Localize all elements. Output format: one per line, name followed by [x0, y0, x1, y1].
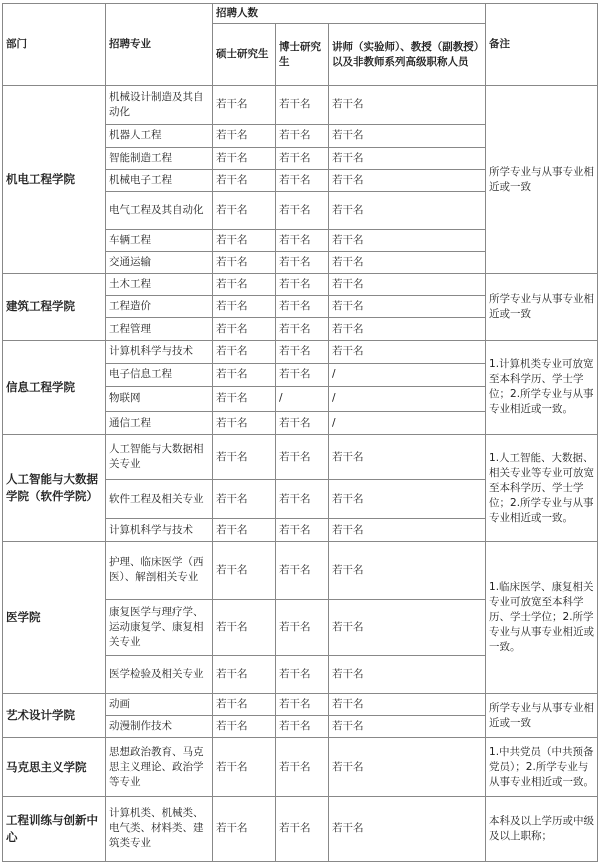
lecturer-count: 若干名 [329, 340, 486, 363]
dept-name: 马克思主义学院 [3, 738, 106, 796]
table-row [3, 274, 598, 296]
phd-count: 若干名 [276, 124, 329, 147]
table-row [3, 796, 598, 861]
major-name: 电气工程及其自动化 [106, 191, 213, 230]
table-row [3, 694, 598, 716]
major-name: 车辆工程 [106, 230, 213, 252]
phd-count: 若干名 [276, 694, 329, 716]
dept-name: 信息工程学院 [3, 340, 106, 435]
phd-count: 若干名 [276, 542, 329, 599]
master-count: 若干名 [213, 274, 276, 296]
dept-name: 医学院 [3, 542, 106, 694]
lecturer-count: 若干名 [329, 86, 486, 125]
phd-count: / [276, 386, 329, 411]
phd-count: 若干名 [276, 318, 329, 340]
table-body [3, 86, 598, 862]
dept-name: 人工智能与大数据学院（软件学院） [3, 435, 106, 542]
table-row [3, 542, 598, 599]
phd-count: 若干名 [276, 412, 329, 435]
master-count: 若干名 [213, 340, 276, 363]
master-count: 若干名 [213, 694, 276, 716]
master-count: 若干名 [213, 386, 276, 411]
master-count: 若干名 [213, 191, 276, 230]
dept-name: 机电工程学院 [3, 86, 106, 274]
master-count: 若干名 [213, 599, 276, 655]
major-name: 交通运输 [106, 252, 213, 274]
phd-count: 若干名 [276, 363, 329, 386]
lecturer-count: 若干名 [329, 738, 486, 796]
master-count: 若干名 [213, 296, 276, 318]
lecturer-count: 若干名 [329, 716, 486, 738]
major-name: 工程造价 [106, 296, 213, 318]
phd-count: 若干名 [276, 599, 329, 655]
major-name: 工程管理 [106, 318, 213, 340]
header-major: 招聘专业 [106, 4, 213, 86]
lecturer-count: 若干名 [329, 191, 486, 230]
lecturer-count: 若干名 [329, 296, 486, 318]
master-count: 若干名 [213, 252, 276, 274]
master-count: 若干名 [213, 412, 276, 435]
dept-remark: 1.中共党员（中共预备党员）；2.所学专业与从事专业相近或一致。 [486, 738, 598, 796]
lecturer-count: 若干名 [329, 124, 486, 147]
master-count: 若干名 [213, 86, 276, 125]
major-name: 计算机科学与技术 [106, 519, 213, 542]
major-name: 动漫制作技术 [106, 716, 213, 738]
phd-count: 若干名 [276, 169, 329, 191]
phd-count: 若干名 [276, 296, 329, 318]
major-name: 思想政治教育、马克思主义理论、政治学等专业 [106, 738, 213, 796]
master-count: 若干名 [213, 435, 276, 480]
major-name: 人工智能与大数据相关专业 [106, 435, 213, 480]
major-name: 土木工程 [106, 274, 213, 296]
major-name: 机械设计制造及其自动化 [106, 86, 213, 125]
phd-count: 若干名 [276, 480, 329, 519]
lecturer-count: 若干名 [329, 147, 486, 169]
major-name: 康复医学与理疗学、运动康复学、康复相关专业 [106, 599, 213, 655]
lecturer-count: 若干名 [329, 480, 486, 519]
dept-remark: 1.临床医学、康复相关专业可放宽至本科学历、学士学位；2.所学专业与从事专业相近或一致。 [486, 542, 598, 694]
phd-count: 若干名 [276, 519, 329, 542]
master-count: 若干名 [213, 124, 276, 147]
major-name: 护理、临床医学（西医）、解剖相关专业 [106, 542, 213, 599]
major-name: 电子信息工程 [106, 363, 213, 386]
dept-remark: 所学专业与从事专业相近或一致 [486, 86, 598, 274]
phd-count: 若干名 [276, 191, 329, 230]
master-count: 若干名 [213, 716, 276, 738]
header-phd: 博士研究生 [276, 24, 329, 86]
major-name: 通信工程 [106, 412, 213, 435]
lecturer-count: / [329, 412, 486, 435]
phd-count: 若干名 [276, 716, 329, 738]
dept-remark: 所学专业与从事专业相近或一致 [486, 694, 598, 738]
major-name: 计算机类、机械类、电气类、材料类、建筑类专业 [106, 796, 213, 861]
lecturer-count: 若干名 [329, 542, 486, 599]
major-name: 物联网 [106, 386, 213, 411]
dept-remark: 1.计算机类专业可放宽至本科学历、学士学位；2.所学专业与从事专业相近或一致。 [486, 340, 598, 435]
table-row [3, 738, 598, 796]
phd-count: 若干名 [276, 86, 329, 125]
lecturer-count: / [329, 363, 486, 386]
lecturer-count: 若干名 [329, 230, 486, 252]
dept-name: 艺术设计学院 [3, 694, 106, 738]
master-count: 若干名 [213, 230, 276, 252]
master-count: 若干名 [213, 519, 276, 542]
master-count: 若干名 [213, 796, 276, 861]
phd-count: 若干名 [276, 738, 329, 796]
header-count-group: 招聘人数 [213, 4, 486, 24]
major-name: 计算机科学与技术 [106, 340, 213, 363]
dept-remark: 所学专业与从事专业相近或一致 [486, 274, 598, 340]
table-row [3, 86, 598, 125]
master-count: 若干名 [213, 169, 276, 191]
phd-count: 若干名 [276, 796, 329, 861]
master-count: 若干名 [213, 542, 276, 599]
major-name: 医学检验及相关专业 [106, 655, 213, 694]
phd-count: 若干名 [276, 655, 329, 694]
lecturer-count: 若干名 [329, 252, 486, 274]
phd-count: 若干名 [276, 230, 329, 252]
recruitment-table [2, 3, 598, 862]
lecturer-count: 若干名 [329, 435, 486, 480]
major-name: 动画 [106, 694, 213, 716]
header-dept: 部门 [3, 4, 106, 86]
dept-remark: 1.人工智能、大数据、相关专业等专业可放宽至本科学历、学士学位；2.所学专业与从事专业相近或一致。 [486, 435, 598, 542]
master-count: 若干名 [213, 318, 276, 340]
master-count: 若干名 [213, 147, 276, 169]
lecturer-count: 若干名 [329, 274, 486, 296]
lecturer-count: 若干名 [329, 796, 486, 861]
lecturer-count: 若干名 [329, 655, 486, 694]
header-lecturer: 讲师（实验师）、教授（副教授）以及非教师系列高级职称人员 [329, 24, 486, 86]
dept-name: 建筑工程学院 [3, 274, 106, 340]
master-count: 若干名 [213, 738, 276, 796]
lecturer-count: 若干名 [329, 318, 486, 340]
phd-count: 若干名 [276, 252, 329, 274]
master-count: 若干名 [213, 363, 276, 386]
lecturer-count: 若干名 [329, 694, 486, 716]
header-master: 硕士研究生 [213, 24, 276, 86]
header-remark: 备注 [486, 4, 598, 86]
lecturer-count: 若干名 [329, 519, 486, 542]
phd-count: 若干名 [276, 340, 329, 363]
master-count: 若干名 [213, 655, 276, 694]
phd-count: 若干名 [276, 435, 329, 480]
phd-count: 若干名 [276, 274, 329, 296]
master-count: 若干名 [213, 480, 276, 519]
phd-count: 若干名 [276, 147, 329, 169]
table-row [3, 340, 598, 363]
major-name: 机器人工程 [106, 124, 213, 147]
lecturer-count: 若干名 [329, 599, 486, 655]
dept-name: 工程训练与创新中心 [3, 796, 106, 861]
major-name: 智能制造工程 [106, 147, 213, 169]
table-row [3, 435, 598, 480]
dept-remark: 本科及以上学历或中级及以上职称； [486, 796, 598, 861]
lecturer-count: 若干名 [329, 169, 486, 191]
lecturer-count: / [329, 386, 486, 411]
major-name: 软件工程及相关专业 [106, 480, 213, 519]
major-name: 机械电子工程 [106, 169, 213, 191]
